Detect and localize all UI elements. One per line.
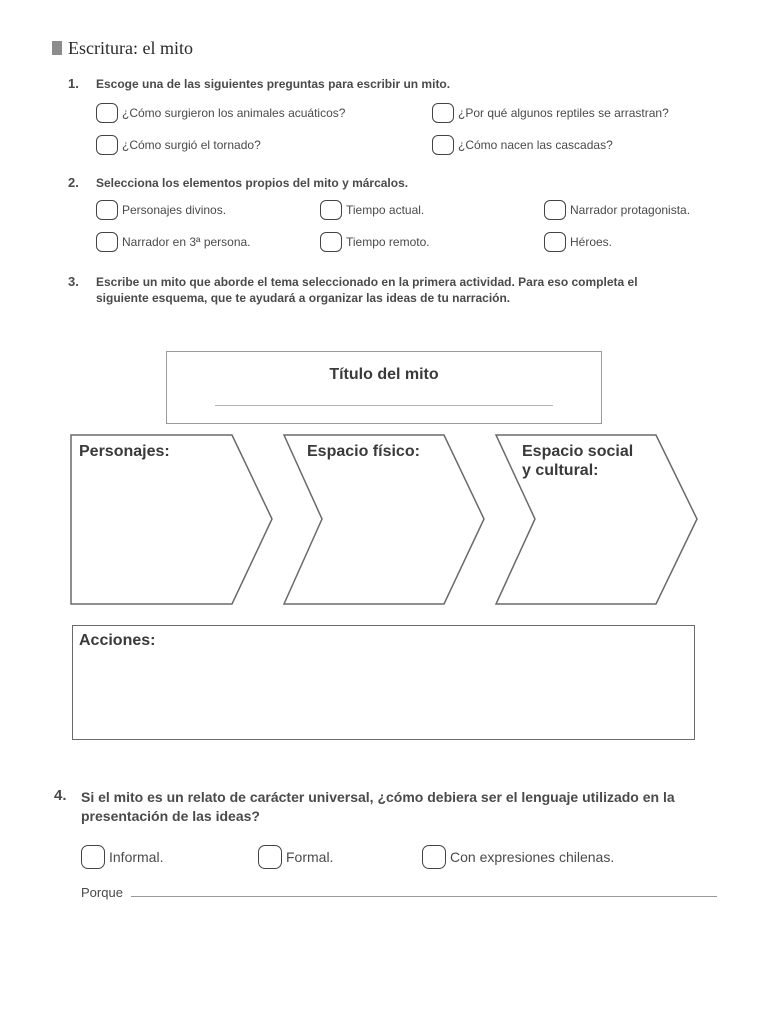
question-4-line-2: presentación de las ideas? [81,808,260,824]
chevron-label-espacio-fisico: Espacio físico: [307,443,420,460]
question-4-line-1: Si el mito es un relato de carácter universal, ¿cómo debiera ser el lenguaje utilizado en la [81,789,675,805]
option-label: Con expresiones chilenas. [450,849,615,865]
porque-answer-line[interactable] [131,896,717,897]
option-label: Tiempo remoto. [346,235,430,249]
chevron-label-personajes: Personajes: [79,443,170,460]
question-3-line-2: siguiente esquema, que te ayudará a organizar las ideas de tu narración. [96,291,511,305]
checkbox[interactable] [81,845,105,869]
chevron-label-espacio-social: Espacio social y cultural: [522,443,634,479]
option-label: ¿Cómo surgieron los animales acuáticos? [122,106,346,120]
question-2-number: 2. [68,175,79,190]
option-label: Formal. [286,849,334,865]
q4-option-2[interactable] [258,845,333,869]
section-title-text: Escritura: el mito [68,38,193,58]
myth-title-label: Título del mito [329,366,439,383]
question-4-text [81,788,721,826]
question-2-text: Selecciona los elementos propios del mito y márcalos. [96,176,409,190]
question-3-number: 3. [68,274,79,289]
actions-box[interactable] [72,625,695,740]
option-label: Personajes divinos. [122,203,227,217]
option-label: ¿Por qué algunos reptiles se arrastran? [458,106,669,120]
option-label: Narrador en 3ª persona. [122,235,251,249]
question-1-number: 1. [68,76,79,91]
checkbox[interactable] [258,845,282,869]
option-label: Narrador protagonista. [570,203,691,217]
question-1-text: Escoge una de las siguientes preguntas para escribir un mito. [96,77,451,91]
option-label: ¿Cómo nacen las cascadas? [458,138,613,152]
question-4-number: 4. [54,787,67,804]
option-label: Tiempo actual. [346,203,425,217]
question-3-line-1: Escribe un mito que aborde el tema seleccionado en la primera actividad. Para eso completa el [96,275,638,289]
option-label: ¿Cómo surgió el tornado? [122,138,261,152]
option-label: Héroes. [570,235,613,249]
q4-option-1[interactable] [81,845,163,869]
option-label: Informal. [109,849,164,865]
checkbox[interactable] [422,845,446,869]
q4-option-3[interactable] [422,845,614,869]
actions-label: Acciones: [79,632,156,649]
porque-label: Porque [81,885,123,900]
